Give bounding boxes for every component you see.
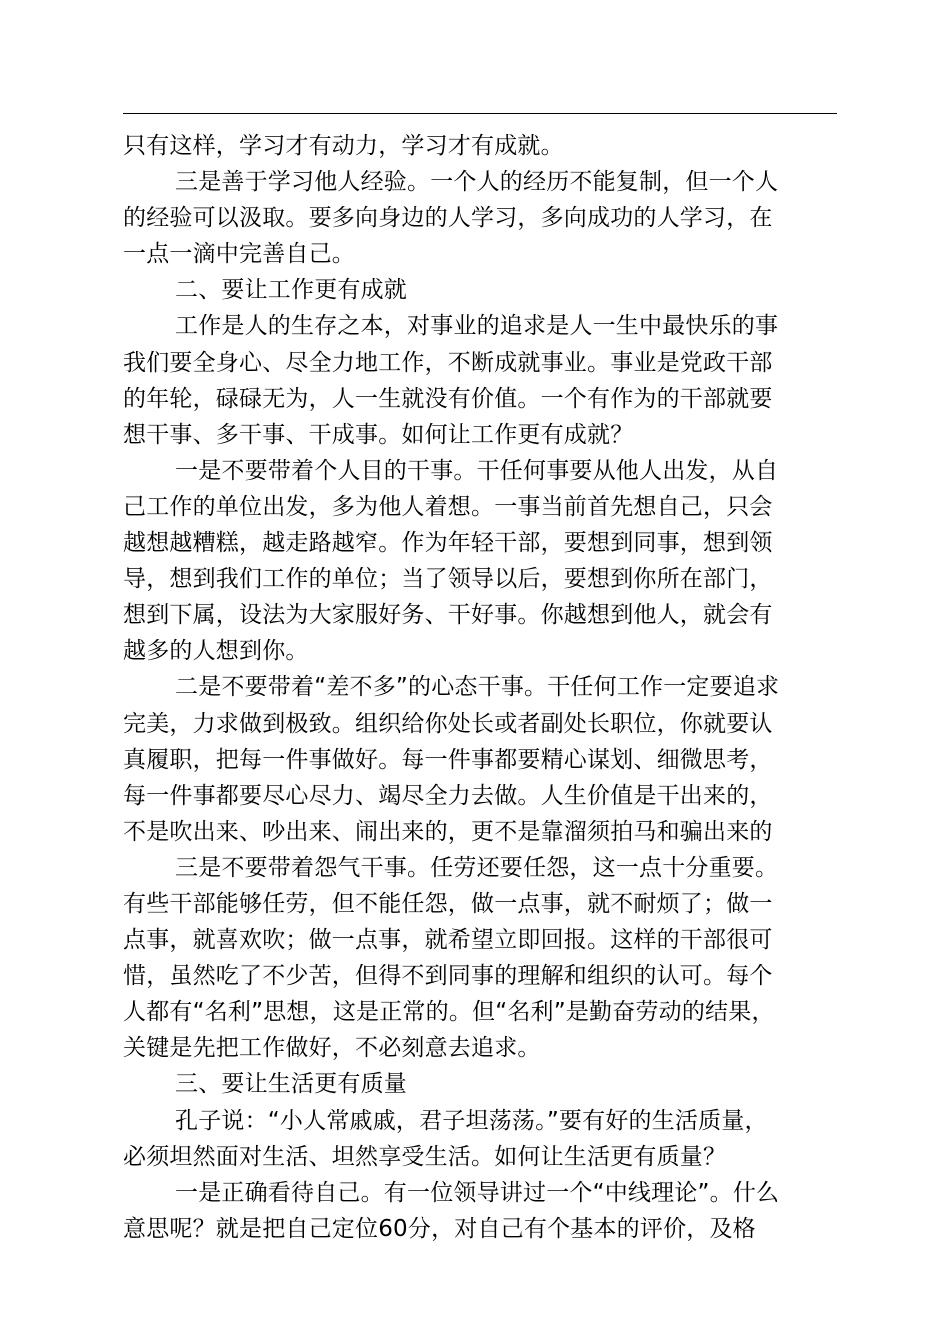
text-line: 一是正确看待自己。有一位领导讲过一个“中线理论”。什么 <box>175 1179 780 1206</box>
document-body <box>123 128 863 1247</box>
text-line: 关键是先把工作做好，不必刻意去追求。 <box>123 1035 541 1062</box>
text-line: 想到下属，设法为大家服好务、干好事。你越想到他人，就会有 <box>123 602 773 629</box>
text-line: 一是不要带着个人目的干事。干任何事要从他人出发，从自 <box>175 457 779 484</box>
text-line: 二是不要带着“差不多”的心态干事。干任何工作一定要追求 <box>175 674 780 701</box>
text-line: 的经验可以汲取。要多向身边的人学习，多向成功的人学习，在 <box>123 205 773 232</box>
text-line: 有些干部能够任劳，但不能任怨，做一点事，就不耐烦了；做一 <box>123 890 773 917</box>
text-line: 只有这样，学习才有动力，学习才有成就。 <box>123 133 564 159</box>
text-line: 想干事、多干事、干成事。如何让工作更有成就？ <box>123 421 634 448</box>
text-line: 真履职，把每一件事做好。每一件事都要精心谋划、细微思考， <box>123 746 773 773</box>
header-rule <box>123 113 837 114</box>
text-line: 必须坦然面对生活、坦然享受生活。如何让生活更有质量？ <box>123 1143 727 1170</box>
text-line: 不是吹出来、吵出来、闹出来的，更不是靠溜须拍马和骗出来的 <box>123 818 773 845</box>
text-line: 每一件事都要尽心尽力、竭尽全力去做。人生价值是干出来的， <box>123 782 773 809</box>
text-line: 工作是人的生存之本，对事业的追求是人一生中最快乐的事 <box>175 313 779 340</box>
text-line: 人都有“名利”思想，这是正常的。但“名利”是勤奋劳动的结果， <box>123 999 775 1026</box>
text-line: 的年轮，碌碌无为，人一生就没有价值。一个有作为的干部就要 <box>123 385 773 412</box>
text-line: 三是善于学习他人经验。一个人的经历不能复制，但一个人 <box>175 169 779 196</box>
text-line: 意思呢？就是把自己定位60分，对自己有个基本的评价，及格 <box>123 1215 756 1242</box>
text-line: 点事，就喜欢吹；做一点事，就希望立即回报。这样的干部很可 <box>123 927 773 954</box>
text-line: 越多的人想到你。 <box>123 638 309 665</box>
text-line: 一点一滴中完善自己。 <box>123 241 355 268</box>
text-line: 惜，虽然吃了不少苦，但得不到同事的理解和组织的认可。每个 <box>123 963 773 990</box>
text-line: 越想越糟糕，越走路越窄。作为年轻干部，要想到同事，想到领 <box>123 530 773 557</box>
text-line: 孔子说：“小人常戚戚，君子坦荡荡。”要有好的生活质量， <box>175 1107 768 1134</box>
text-line: 三是不要带着怨气干事。任劳还要任怨，这一点十分重要。 <box>175 854 779 881</box>
text-line: 三、要让生活更有质量 <box>175 1071 407 1098</box>
text-line: 我们要全身心、尽全力地工作，不断成就事业。事业是党政干部 <box>123 349 773 376</box>
text-line: 完美，力求做到极致。组织给你处长或者副处长职位，你就要认 <box>123 710 773 737</box>
text-line: 己工作的单位出发，多为他人着想。一事当前首先想自己，只会 <box>123 493 773 520</box>
text-line: 导，想到我们工作的单位；当了领导以后，要想到你所在部门， <box>123 566 773 593</box>
text-line: 二、要让工作更有成就 <box>175 277 407 304</box>
